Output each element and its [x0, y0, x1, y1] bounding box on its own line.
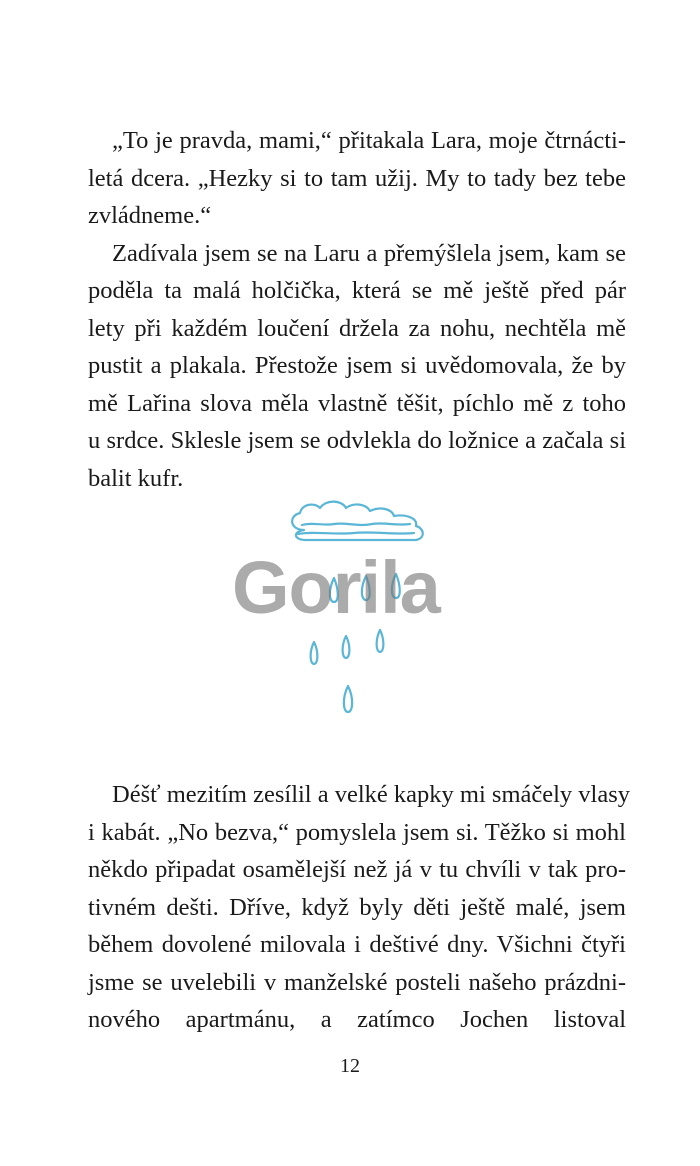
text-line: tivném dešti. Dříve, když byly děti ještě malé, jsem [88, 893, 626, 921]
text-line: i kabát. „No bezva,“ pomyslela jsem si. Těžko si mohl [88, 818, 626, 846]
top-text-block [88, 122, 626, 497]
text-line: někdo připadat osamělejší než já v tu chvíli v tak pro- [88, 856, 626, 883]
paragraph-3 [88, 776, 631, 1039]
watermark-logo: Gorila [232, 546, 440, 629]
text-line: letá dcera. „Hezky si to tam užij. My to tady bez tebe [88, 164, 626, 192]
text-line: mě Lařina slova měla vlastně těšit, píchlo mě z toho [88, 389, 626, 417]
text-line: poděla ta malá holčička, která se mě ještě před pár [88, 277, 626, 304]
text-line: „To je pravda, mami,“ přitakala Lara, moje čtrnácti- [112, 127, 626, 154]
text-line: Déšť mezitím zesílil a velké kapky mi smáčely vlasy [112, 781, 631, 808]
text-line: u srdce. Sklesle jsem se odvlekla do ložnice a začala si [88, 427, 626, 454]
paragraph-2 [88, 235, 626, 498]
text-line: Zadívala jsem se na Laru a přemýšlela jsem, kam se [112, 239, 626, 267]
text-line: jsme se uvelebili v manželské posteli našeho prázdni- [88, 968, 626, 996]
text-line: nového apartmánu, a zatímco Jochen listoval [88, 1006, 626, 1033]
text-line: lety při každém loučení držela za nohu, nechtěla mě [88, 314, 626, 342]
bottom-text-block [88, 776, 631, 1039]
text-line: během dovolené milovala i deštivé dny. Všichni čtyři [88, 931, 626, 958]
text-line: pustit a plakala. Přestože jsem si uvědomovala, že by [88, 352, 626, 379]
text-line: zvládneme.“ [88, 202, 212, 229]
paragraph-1 [88, 122, 626, 235]
page-number: 12 [340, 1055, 360, 1077]
text-line: balit kufr. [88, 464, 184, 492]
